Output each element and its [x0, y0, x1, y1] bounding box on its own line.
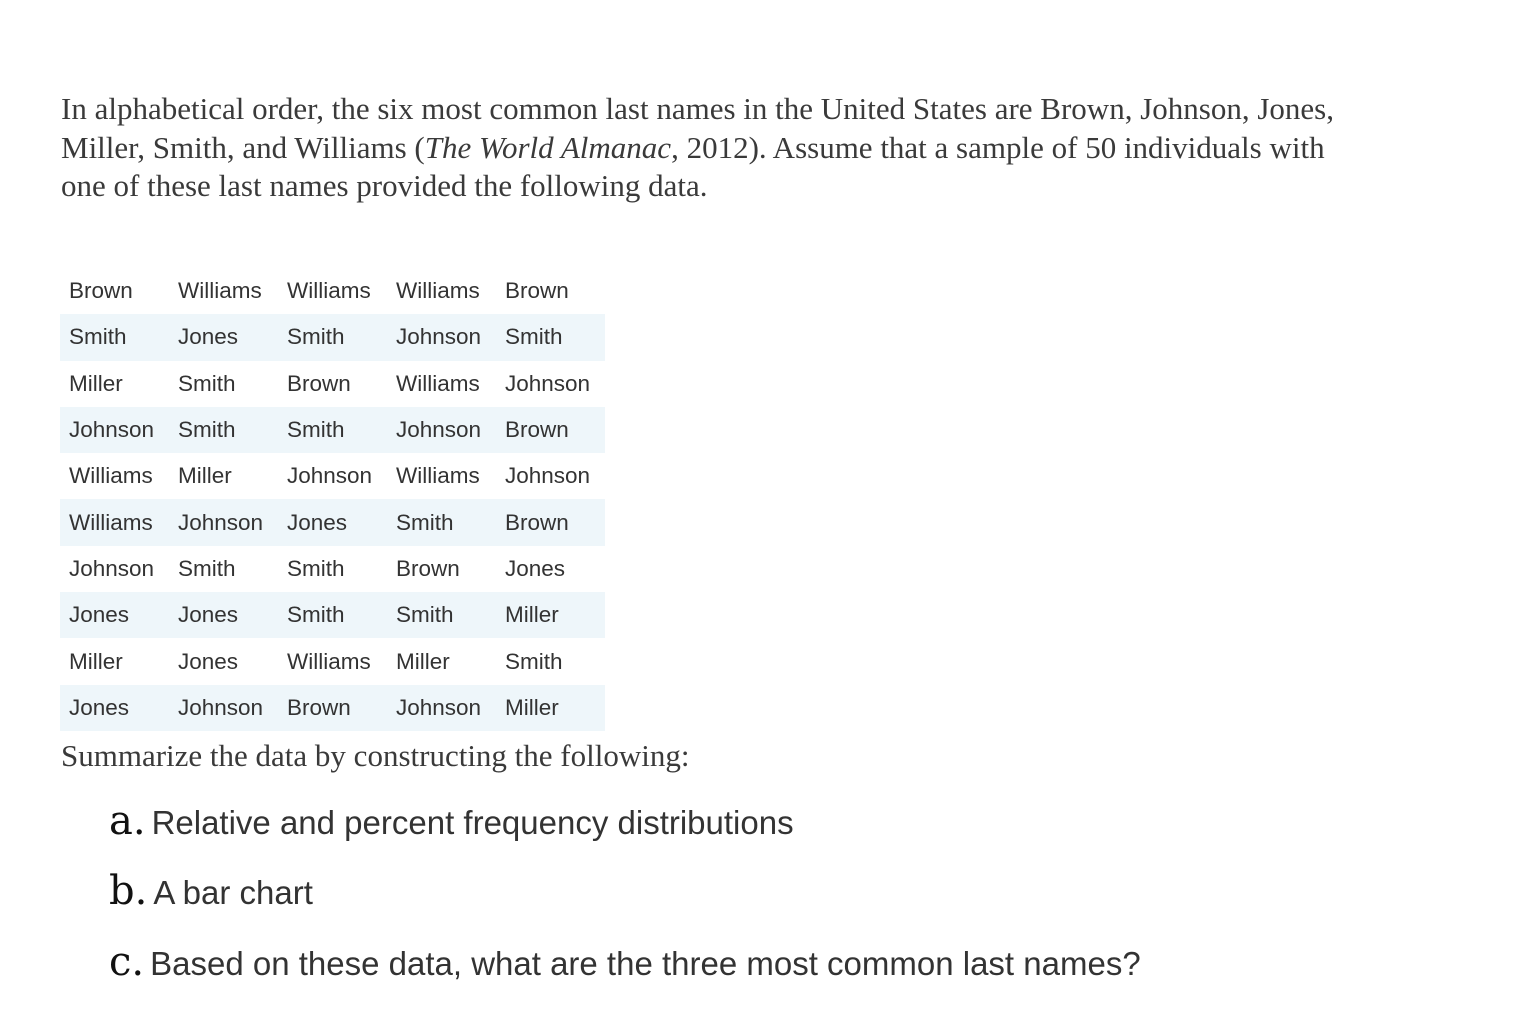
table-cell: Williams	[69, 463, 153, 489]
source-title: The World Almanac	[424, 129, 672, 165]
task-item-b	[109, 868, 313, 914]
table-cell: Johnson	[287, 463, 373, 489]
table-cell: Smith	[178, 555, 236, 581]
table-cell: Jones	[169, 314, 278, 360]
table-cell: Jones	[60, 592, 169, 638]
table-cell: Miller	[69, 370, 123, 396]
table-row	[60, 546, 605, 592]
table-cell: Miller	[396, 648, 450, 674]
table-cell: Brown	[287, 370, 351, 396]
table-row	[60, 407, 605, 453]
table-cell: Williams	[287, 648, 371, 674]
table-cell: Johnson	[169, 499, 278, 545]
table-cell: Jones	[169, 592, 278, 638]
task-item-c	[109, 939, 1141, 985]
table-cell: Smith	[387, 592, 496, 638]
table-cell: Brown	[278, 685, 387, 731]
table-cell: Johnson	[387, 407, 496, 453]
table-cell: Johnson	[505, 463, 591, 489]
table-cell: Williams	[178, 278, 262, 304]
sample-data-table	[60, 268, 605, 731]
table-row	[60, 361, 605, 407]
table-cell: Smith	[387, 499, 496, 545]
table-cell: Johnson	[387, 685, 496, 731]
task-item-a	[109, 798, 794, 844]
table-cell: Brown	[69, 278, 133, 304]
table-cell: Miller	[496, 685, 605, 731]
table-row	[60, 685, 605, 731]
table-cell: Smith	[505, 648, 563, 674]
task-text: Relative and percent frequency distributions	[151, 804, 794, 841]
table-cell: Brown	[496, 499, 605, 545]
table-cell: Williams	[396, 463, 480, 489]
task-text: Based on these data, what are the three most common last names?	[150, 945, 1141, 982]
table-cell: Jones	[505, 555, 566, 581]
table-cell: Smith	[278, 592, 387, 638]
table-cell: Smith	[278, 314, 387, 360]
table-cell: Johnson	[387, 314, 496, 360]
intro-text-continued: , 2012). Assume that a sample of 50 individuals with one of these last names provided the following data.	[61, 129, 1325, 203]
sample-data-table-body	[60, 268, 605, 731]
table-cell: Smith	[287, 555, 345, 581]
problem-statement	[61, 90, 1361, 206]
table-cell: Brown	[396, 555, 460, 581]
table-cell: Smith	[278, 407, 387, 453]
table-cell: Smith	[60, 314, 169, 360]
table-cell: Miller	[178, 463, 232, 489]
table-cell: Miller	[69, 648, 123, 674]
table-cell: Smith	[169, 407, 278, 453]
table-cell: Jones	[60, 685, 169, 731]
task-text: A bar chart	[153, 874, 313, 911]
table-cell: Smith	[496, 314, 605, 360]
table-cell: Williams	[287, 278, 371, 304]
table-row	[60, 453, 605, 499]
table-cell: Brown	[505, 278, 569, 304]
table-row	[60, 268, 605, 314]
table-row	[60, 638, 605, 684]
task-marker: c.	[109, 939, 145, 985]
table-row	[60, 314, 605, 360]
summary-instruction: Summarize the data by constructing the following:	[61, 738, 690, 773]
table-row	[60, 592, 605, 638]
table-cell: Jones	[278, 499, 387, 545]
table-cell: Johnson	[60, 407, 169, 453]
task-marker: b.	[109, 868, 148, 914]
table-cell: Johnson	[169, 685, 278, 731]
table-cell: Miller	[496, 592, 605, 638]
table-row	[60, 499, 605, 545]
table-cell: Jones	[178, 648, 239, 674]
table-cell: Williams	[396, 278, 480, 304]
table-cell: Williams	[60, 499, 169, 545]
table-cell: Williams	[396, 370, 480, 396]
table-cell: Johnson	[505, 370, 591, 396]
table-cell: Johnson	[69, 555, 155, 581]
task-marker: a.	[109, 798, 146, 844]
table-cell: Smith	[178, 370, 236, 396]
intro-text: In alphabetical order, the six most common last names in the United States are Brown, Johnson, Jones, Miller, Smith, and Williams (	[61, 91, 1334, 165]
table-cell: Brown	[496, 407, 605, 453]
